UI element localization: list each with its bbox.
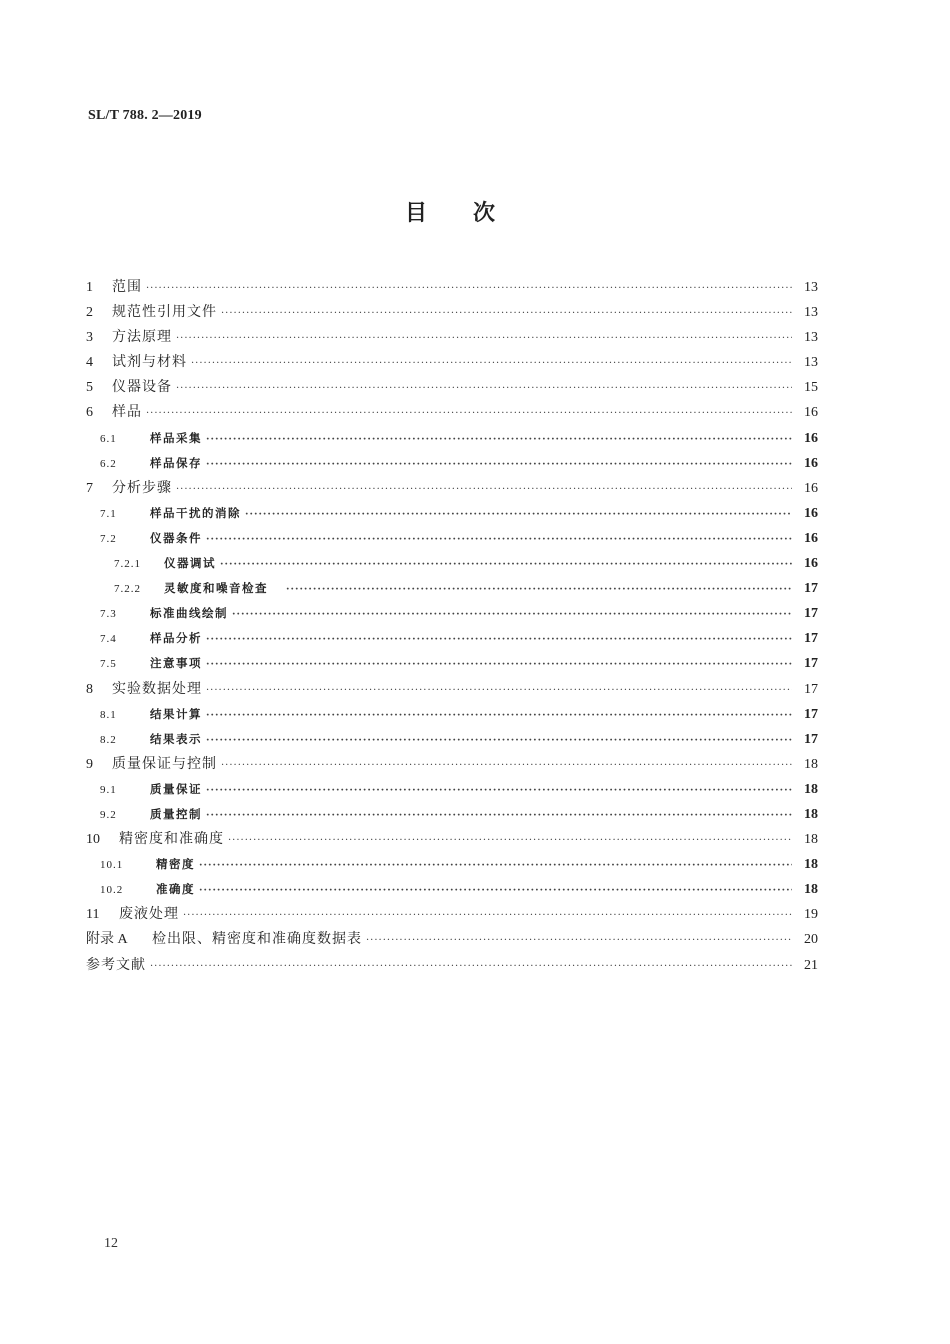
toc-leader-dots — [206, 652, 792, 677]
toc-entry-label: 质量控制 — [150, 806, 202, 821]
toc-leader-dots — [228, 828, 792, 853]
toc-entry[interactable] — [86, 677, 818, 702]
toc-entry-label: 检出限、精密度和准确度数据表 — [152, 931, 362, 948]
toc-entry-page: 16 — [804, 405, 818, 421]
toc-entry-number: 2 — [86, 305, 93, 321]
toc-entry-label: 分析步骤 — [112, 479, 172, 496]
toc-entry-references[interactable] — [86, 953, 818, 978]
toc-entry-label: 样品干扰的消除 — [150, 505, 241, 520]
toc-entry-number: 7.2 — [100, 532, 117, 545]
toc-leader-dots — [206, 627, 792, 652]
toc-leader-dots — [206, 778, 792, 803]
toc-entry-label: 试剂与材料 — [112, 354, 187, 371]
toc-entry-label: 规范性引用文件 — [112, 304, 217, 321]
table-of-contents — [86, 275, 818, 978]
toc-entry[interactable] — [86, 325, 818, 350]
toc-entry-number: 6 — [86, 405, 93, 421]
toc-entry-label: 方法原理 — [112, 329, 172, 346]
toc-leader-dots — [220, 552, 792, 577]
toc-entry[interactable] — [86, 702, 818, 727]
title-char-1: 目 — [404, 200, 427, 226]
toc-entry-number: 11 — [86, 907, 100, 923]
toc-entry-label: 范围 — [112, 279, 142, 295]
toc-entry-number: 10.1 — [100, 859, 124, 872]
toc-entry-label: 参考文献 — [86, 956, 146, 973]
toc-entry[interactable] — [86, 375, 818, 400]
toc-leader-dots — [176, 326, 792, 351]
toc-entry[interactable] — [86, 601, 818, 626]
toc-entry-page: 18 — [804, 756, 818, 772]
toc-entry-label: 结果计算 — [150, 706, 202, 721]
toc-entry-number: 7.2.2 — [114, 583, 141, 596]
toc-entry-label: 精密度和准确度 — [119, 831, 224, 848]
toc-entry[interactable] — [86, 576, 818, 601]
toc-entry-page: 13 — [804, 305, 818, 321]
toc-entry-label: 精密度 — [156, 857, 195, 872]
toc-entry[interactable] — [86, 777, 818, 802]
toc-entry[interactable] — [86, 451, 818, 476]
toc-entry[interactable] — [86, 727, 818, 752]
toc-entry-page: 16 — [804, 480, 818, 496]
toc-leader-dots — [245, 502, 792, 527]
toc-entry-label: 质量保证 — [150, 781, 202, 796]
toc-entry-number: 10.2 — [100, 884, 124, 897]
toc-entry-number: 6.1 — [100, 432, 117, 445]
toc-leader-dots — [191, 351, 792, 376]
toc-entry-number: 4 — [86, 355, 93, 371]
toc-entry-label: 样品保存 — [150, 455, 202, 470]
toc-entry-page: 15 — [804, 380, 818, 396]
toc-leader-dots — [221, 301, 792, 326]
toc-leader-dots — [150, 954, 792, 979]
standard-code: SL/T 788. 2—2019 — [88, 108, 202, 123]
toc-leader-dots — [176, 376, 792, 401]
toc-leader-dots — [183, 903, 792, 928]
toc-entry-page: 18 — [804, 781, 818, 797]
toc-leader-dots — [176, 477, 792, 502]
toc-entry-number: 7.2.1 — [114, 558, 141, 571]
page-number: 12 — [104, 1236, 118, 1251]
toc-entry-page: 17 — [804, 606, 818, 622]
toc-entry-label: 仪器条件 — [150, 530, 202, 545]
toc-leader-dots — [206, 728, 792, 753]
toc-entry-label: 实验数据处理 — [112, 680, 202, 697]
toc-leader-dots — [206, 678, 792, 703]
toc-entry[interactable] — [86, 802, 818, 827]
toc-entry-number: 9.1 — [100, 783, 117, 796]
toc-entry[interactable] — [86, 476, 818, 501]
toc-entry-label: 仪器设备 — [112, 379, 172, 396]
toc-entry[interactable] — [86, 275, 818, 300]
toc-leader-dots — [206, 703, 792, 728]
toc-entry-number: 附录 A — [86, 932, 128, 948]
toc-entry[interactable] — [86, 827, 818, 852]
toc-entry-label: 灵敏度和噪音检查 — [164, 581, 268, 596]
toc-leader-dots — [232, 602, 792, 627]
toc-entry-number: 7 — [86, 480, 93, 496]
toc-entry-page: 21 — [804, 957, 818, 973]
toc-entry-page: 13 — [804, 330, 818, 346]
toc-entry-label: 标准曲线绘制 — [150, 606, 228, 621]
toc-entry[interactable] — [86, 551, 818, 576]
toc-leader-dots — [366, 928, 792, 953]
toc-entry-page: 18 — [804, 832, 818, 848]
toc-entry-label: 仪器调试 — [164, 556, 216, 571]
toc-leader-dots — [206, 427, 792, 452]
toc-entry-number: 7.3 — [100, 608, 117, 621]
toc-leader-dots — [206, 803, 792, 828]
toc-entry-page: 17 — [804, 581, 818, 597]
toc-entry[interactable] — [86, 752, 818, 777]
toc-entry-label: 准确度 — [156, 882, 195, 897]
toc-entry-page: 18 — [804, 882, 818, 898]
toc-entry-number: 5 — [86, 380, 93, 396]
toc-leader-dots — [199, 853, 792, 878]
toc-leader-dots — [206, 527, 792, 552]
toc-entry-appendix[interactable] — [86, 927, 818, 952]
toc-entry[interactable] — [86, 501, 818, 526]
toc-entry-page: 17 — [804, 731, 818, 747]
toc-entry[interactable] — [86, 626, 818, 651]
toc-leader-dots — [221, 753, 792, 778]
toc-entry-page: 18 — [804, 857, 818, 873]
toc-entry-page: 20 — [804, 932, 818, 948]
toc-entry-number: 6.2 — [100, 457, 117, 470]
toc-entry[interactable] — [86, 651, 818, 676]
toc-entry-page: 16 — [804, 505, 818, 521]
toc-entry-page: 17 — [804, 681, 818, 697]
toc-entry-number: 7.1 — [100, 507, 117, 520]
toc-leader-dots — [146, 401, 792, 426]
page-title — [0, 196, 900, 227]
toc-entry-label: 样品分析 — [150, 631, 202, 646]
toc-entry-number: 10 — [86, 832, 100, 848]
toc-entry-page: 17 — [804, 706, 818, 722]
toc-leader-dots — [146, 276, 792, 301]
toc-entry-page: 17 — [804, 631, 818, 647]
toc-leader-dots — [199, 878, 792, 903]
toc-entry-page: 16 — [804, 430, 818, 446]
toc-entry-page: 19 — [804, 907, 818, 923]
toc-leader-dots — [286, 577, 792, 602]
toc-entry-number: 7.4 — [100, 633, 117, 646]
title-char-2: 次 — [473, 200, 496, 226]
toc-entry-page: 13 — [804, 280, 818, 295]
toc-entry[interactable] — [86, 877, 818, 902]
toc-entry-label: 样品 — [112, 404, 142, 421]
toc-entry-number: 7.5 — [100, 658, 117, 671]
toc-entry[interactable] — [86, 526, 818, 551]
toc-entry-number: 8.2 — [100, 733, 117, 746]
toc-entry[interactable] — [86, 350, 818, 375]
toc-entry-label: 结果表示 — [150, 731, 202, 746]
toc-entry-number: 9.2 — [100, 808, 117, 821]
toc-entry-page: 18 — [804, 806, 818, 822]
toc-entry-page: 16 — [804, 530, 818, 546]
toc-entry-page: 13 — [804, 355, 818, 371]
toc-entry-label: 质量保证与控制 — [112, 755, 217, 772]
toc-entry-page: 16 — [804, 455, 818, 471]
toc-entry-number: 1 — [86, 280, 93, 295]
toc-entry-number: 8.1 — [100, 708, 117, 721]
toc-entry-page: 17 — [804, 656, 818, 672]
toc-entry[interactable] — [86, 426, 818, 451]
toc-entry[interactable] — [86, 852, 818, 877]
toc-leader-dots — [206, 452, 792, 477]
toc-entry-number: 9 — [86, 756, 93, 772]
toc-entry[interactable] — [86, 902, 818, 927]
toc-entry-label: 样品采集 — [150, 430, 202, 445]
toc-entry-number: 8 — [86, 681, 93, 697]
toc-entry-label: 注意事项 — [150, 656, 202, 671]
toc-entry-number: 3 — [86, 330, 93, 346]
toc-entry[interactable] — [86, 300, 818, 325]
toc-entry-page: 16 — [804, 556, 818, 572]
toc-entry[interactable] — [86, 400, 818, 425]
toc-entry-label: 废液处理 — [119, 906, 179, 923]
